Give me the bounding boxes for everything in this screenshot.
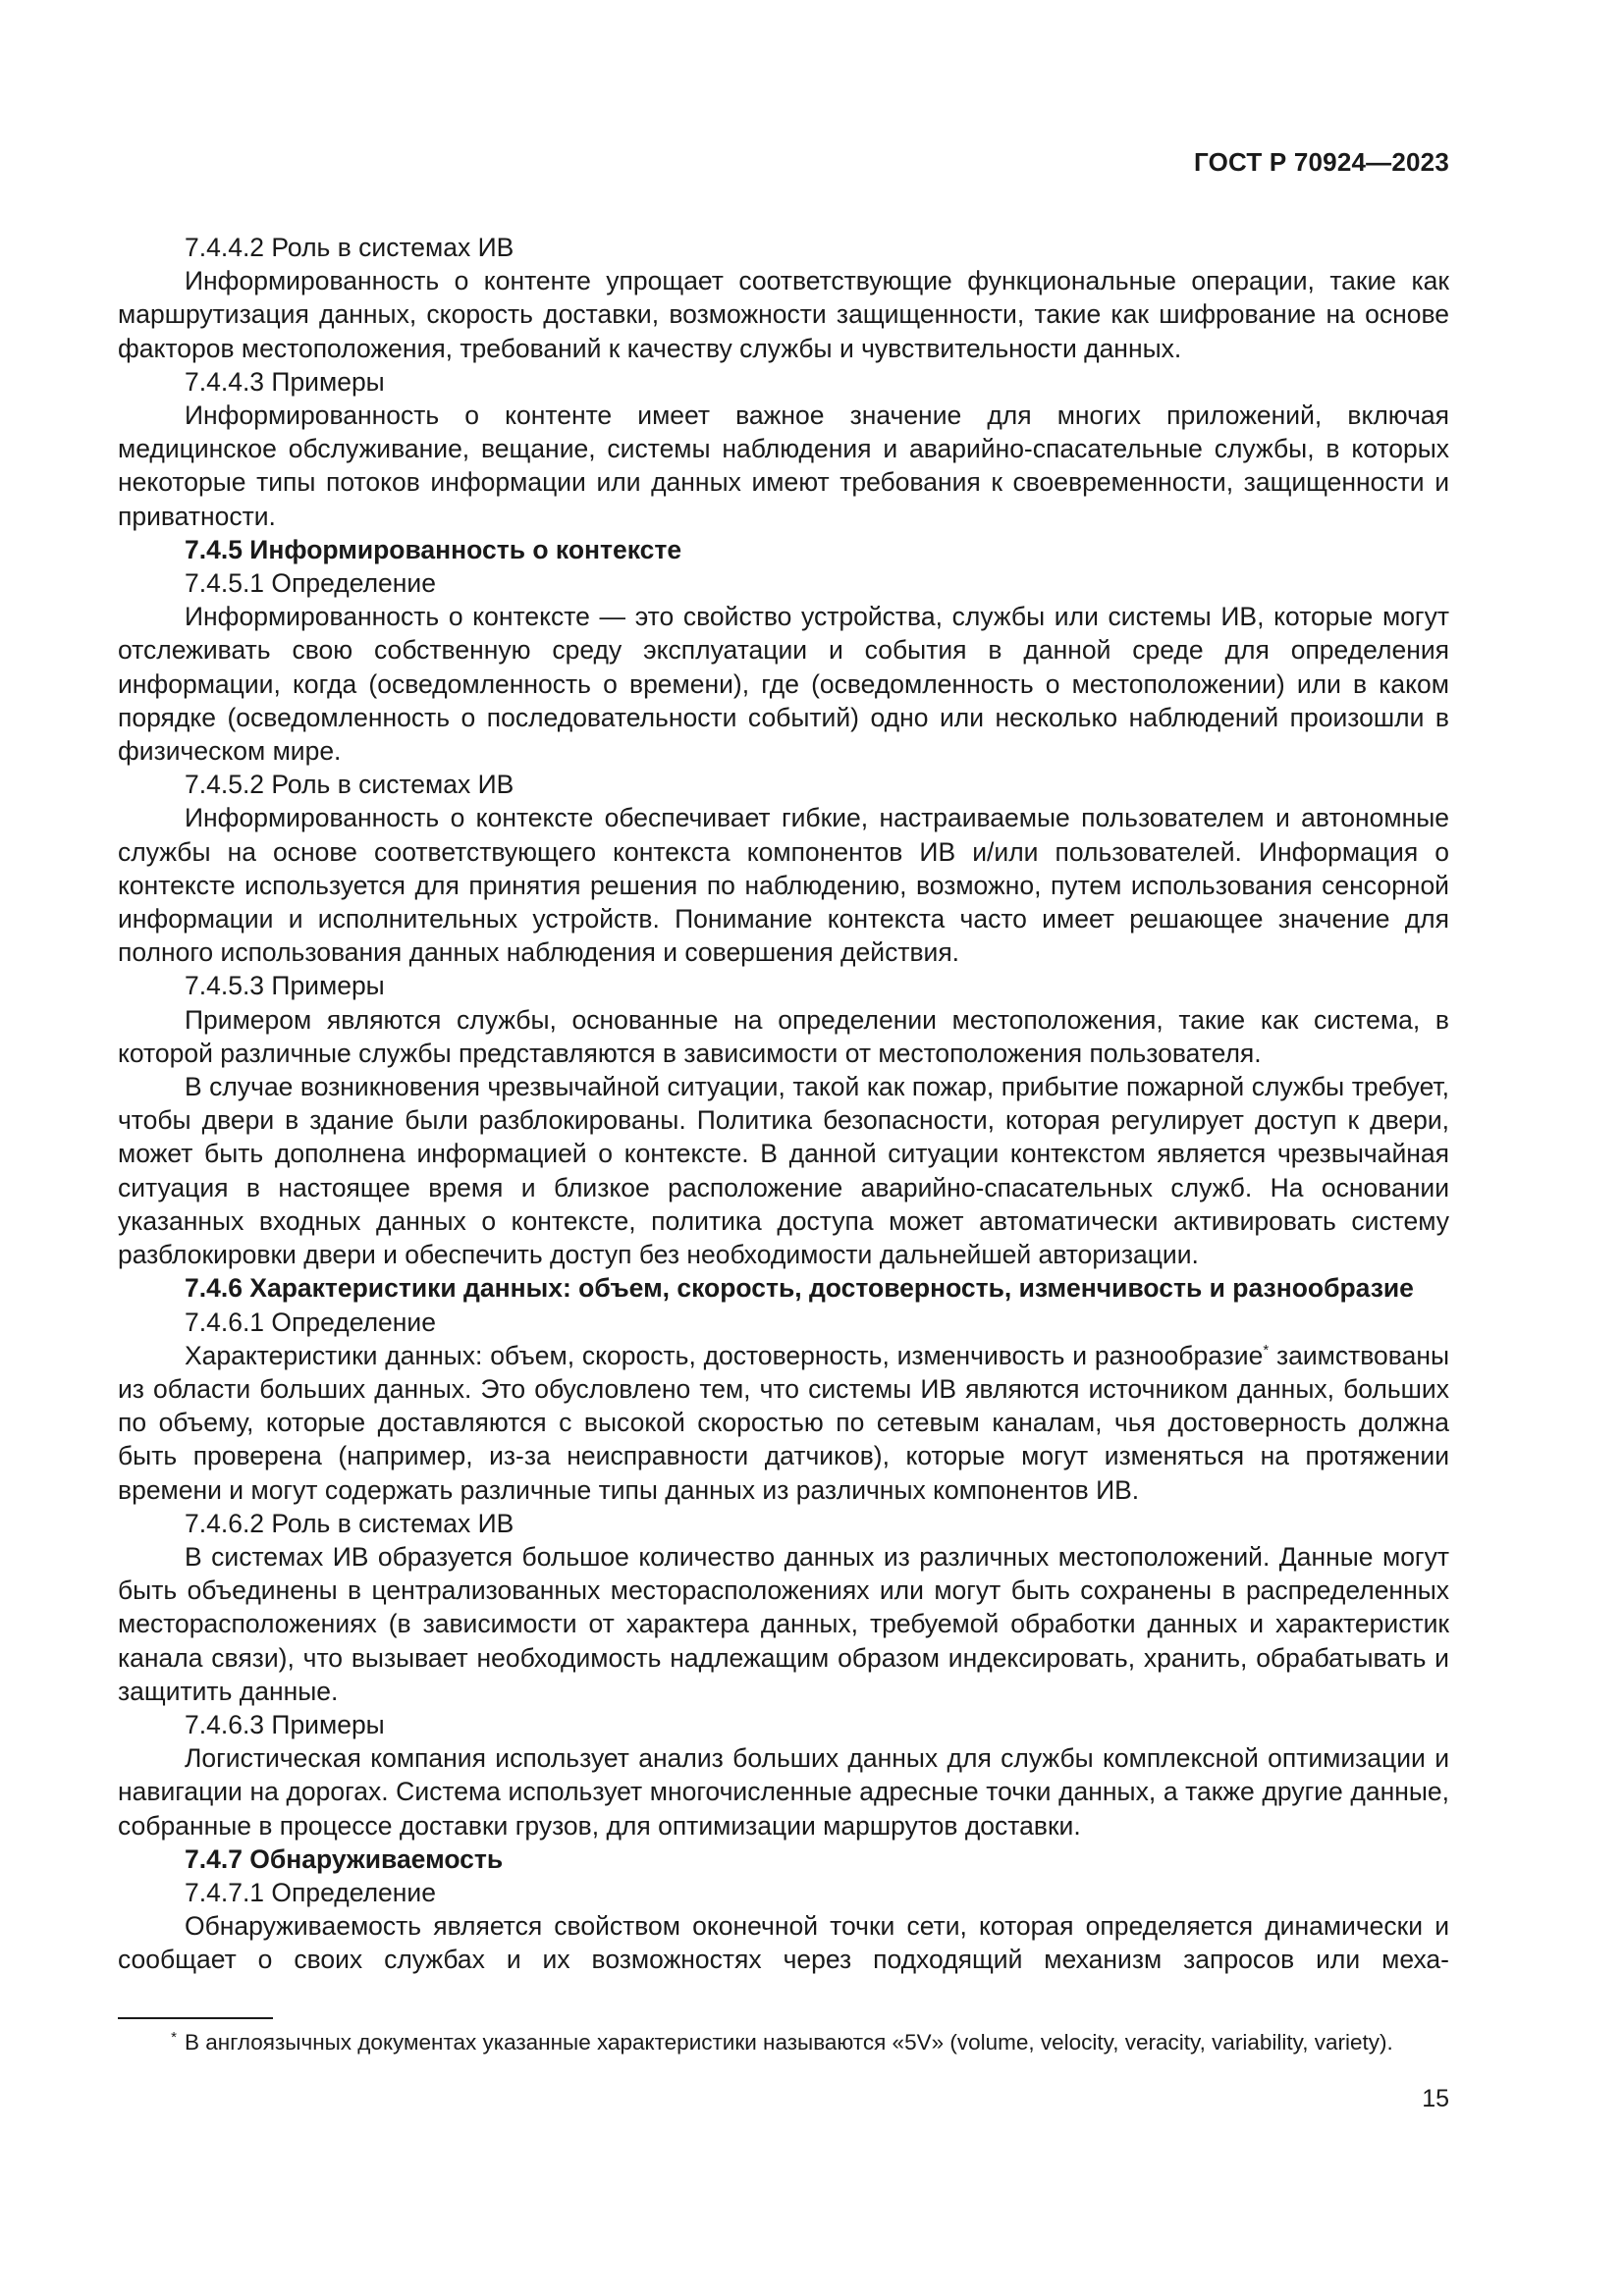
subsection-heading: 7.4.6.3 Примеры	[185, 1709, 385, 1739]
paragraph: В случае возникновения чрезвычайной ситуации, такой как пожар, прибытие пожарной службы требует, чтобы двери в здание были разблокированы. Политика безопасности, которая регулирует доступ к двери, может быть дополнена информацией о контексте. В данной ситуации контекстом является чрезвычайная ситуация в настоящее время и близкое расположение аварийно-спасательных служб. На основании указанных входных данных о контексте, политика доступа может автоматически активировать систему разблокировки двери и обеспечить доступ без необходимости дальнейшей авторизации.	[118, 1072, 1449, 1270]
paragraph: Логистическая компания использует анализ больших данных для службы комплексной оптимизации и навигации на дорогах. Система использует многочисленные адресные точки данных, а также другие данные, собранные в процессе доставки грузов, для оптимизации маршрутов доставки.	[118, 1743, 1449, 1841]
subsection-heading: 7.4.5.1 Определение	[185, 568, 436, 599]
footnote-marker	[118, 2028, 185, 2057]
section-heading: 7.4.6 Характеристики данных: объем, скорость, достоверность, изменчивость и разнообразие	[185, 1273, 1414, 1304]
subsection-heading: 7.4.5.2 Роль в системах ИВ	[185, 770, 514, 800]
paragraph-part: Характеристики данных: объем, скорость, достоверность, изменчивость и разнообразие	[185, 1340, 1264, 1370]
document-body	[118, 231, 1449, 1977]
paragraph: В системах ИВ образуется большое количество данных из различных местоположений. Данные могут быть объединены в централизованных месторасположениях или могут быть сохранены в распределенных месторасположениях (в зависимости от характера данных, требуемой обработки данных и характеристик канала связи), что вызывает необходимость надлежащим образом индексировать, хранить, обрабатывать и защитить данные.	[118, 1541, 1449, 1706]
paragraph: Примером являются службы, основанные на определении местоположения, такие как система, в которой различные службы представляются в зависимости от местоположения пользователя.	[118, 1004, 1449, 1068]
paragraph	[118, 1339, 1449, 1507]
subsection-heading: 7.4.4.2 Роль в системах ИВ	[185, 233, 514, 262]
paragraph-part: заимствованы из области больших данных. Это обусловлено тем, что системы ИВ являются источником данных, больших по объему, которые доставляются с высокой скоростью по сетевым каналам, чья достоверность должна быть проверена (например, из-за неисправности датчиков), которые могут изменяться на протяжении времени и могут содержать различные типы данных из различных компонентов ИВ.	[118, 1340, 1449, 1505]
document-header: ГОСТ Р 70924—2023	[1194, 147, 1449, 177]
subsection-heading: 7.4.4.3 Примеры	[185, 366, 385, 397]
paragraph: Информированность о контексте — это свойство устройства, службы или системы ИВ, которые могут отслеживать свою собственную среду эксплуатации и события в данной среде для определения информации, когда (осведомленность о времени), где (осведомленность о местоположении) или в каком порядке (осведомленность о последовательности событий) одно или несколько наблюдений произошли в физическом мире.	[118, 602, 1449, 767]
subsection-heading: 7.4.6.1 Определение	[185, 1307, 436, 1337]
subsection-heading: 7.4.6.2 Роль в системах ИВ	[185, 1508, 514, 1538]
section-heading: 7.4.5 Информированность о контексте	[185, 534, 682, 564]
footnote-text: В англоязычных документах указанные характеристики называются «5V» (volume, velocity, veracity, variability, variety).	[185, 2030, 1393, 2055]
footnote-divider	[118, 2017, 273, 2019]
paragraph: Информированность о контексте обеспечивает гибкие, настраиваемые пользователем и автономные службы на основе соответствующего контекста компонентов ИВ и/или пользователей. Информация о контексте используется для принятия решения по наблюдению, возможно, путем использования сенсорной информации и исполнительных устройств. Понимание контекста часто имеет решающее значение для полного использования данных наблюдения и совершения действия.	[118, 803, 1449, 968]
subsection-heading: 7.4.7.1 Определение	[185, 1877, 436, 1907]
paragraph: Обнаруживаемость является свойством оконечной точки сети, которая определяется динамически и сообщает о своих службах и их возможностях через подходящий механизм запросов или меха-	[118, 1911, 1449, 1975]
subsection-heading: 7.4.5.3 Примеры	[185, 971, 385, 1001]
footnote	[118, 2028, 1449, 2057]
footnote-marker-symbol: *	[171, 2029, 177, 2046]
paragraph: Информированность о контенте упрощает соответствующие функциональные операции, такие как маршрутизация данных, скорость доставки, возможности защищенности, такие как шифрование на основе факторов местоположения, требований к качеству службы и чувствительности данных.	[118, 266, 1449, 363]
footnote-reference: *	[1263, 1341, 1270, 1359]
section-heading: 7.4.7 Обнаруживаемость	[185, 1843, 504, 1874]
paragraph: Информированность о контенте имеет важное значение для многих приложений, включая медицинское обслуживание, вещание, системы наблюдения и аварийно-спасательные службы, в которых некоторые типы потоков информации или данных имеют требования к своевременности, защищенности и приватности.	[118, 400, 1449, 531]
page-number: 15	[1422, 2085, 1449, 2112]
